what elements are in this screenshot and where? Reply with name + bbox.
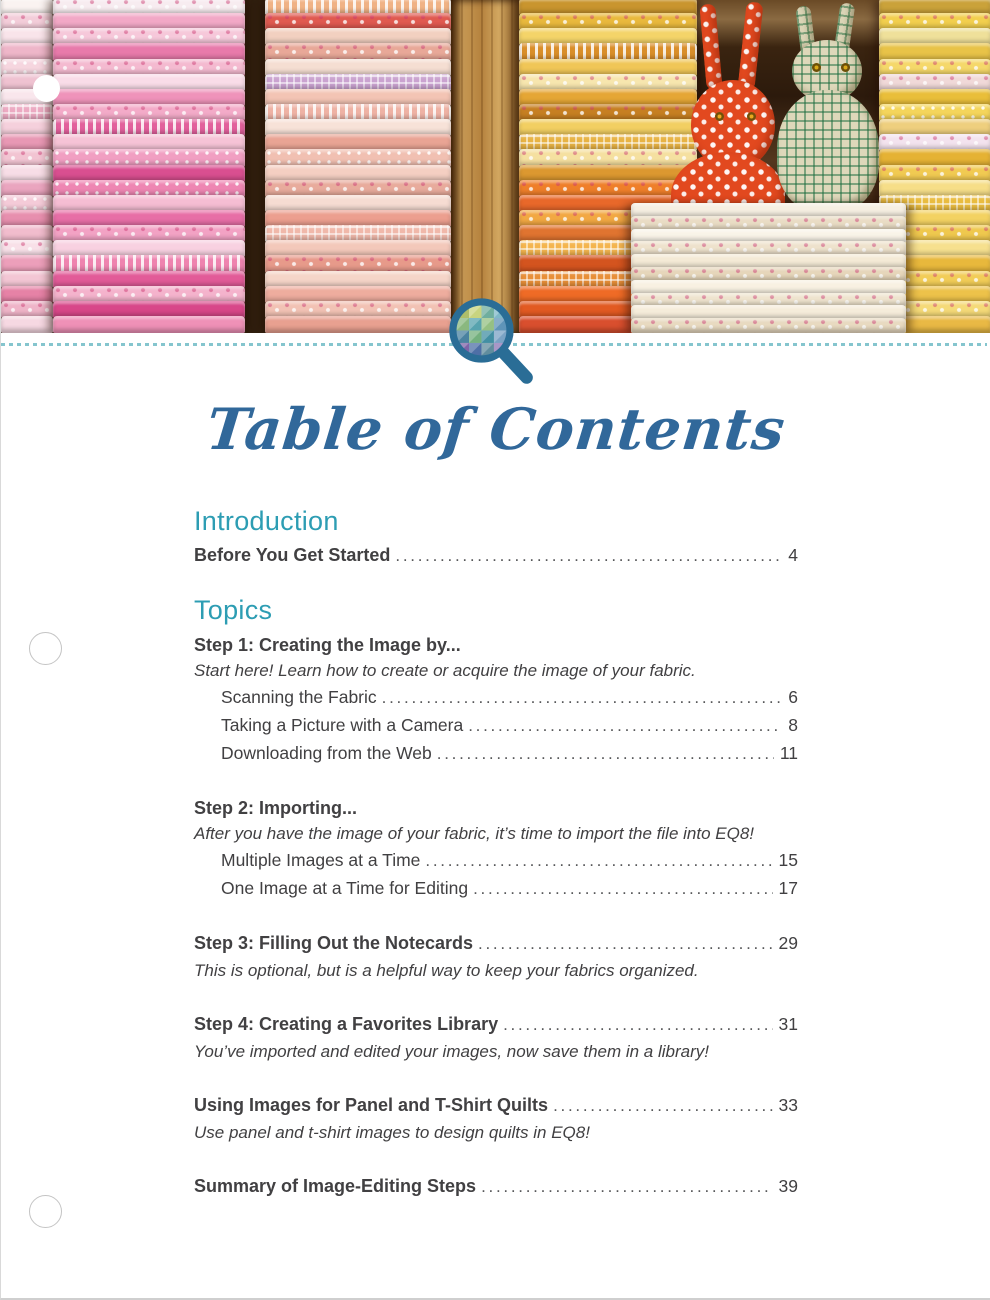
fabric-shelf-photo <box>1 0 990 333</box>
fabric-strip <box>1 255 53 272</box>
toc-entry[interactable] <box>194 1173 798 1201</box>
toc-entry-page: 8 <box>788 715 798 735</box>
toc-entry-label: One Image at a Time for Editing <box>221 878 469 898</box>
toc-entry[interactable] <box>194 542 798 570</box>
hole-punch <box>33 75 60 102</box>
fabric-strip <box>631 318 906 333</box>
toc-group-desc: You’ve imported and edited your images, now save them in a library! <box>194 1042 709 1061</box>
toc-group <box>194 632 798 768</box>
fabric-strip <box>519 43 697 60</box>
bunny-eye <box>812 63 821 72</box>
toc-entry-page: 33 <box>778 1095 798 1115</box>
dot-leader <box>425 848 772 875</box>
fabric-strip <box>265 316 451 333</box>
dot-leader <box>503 1012 772 1039</box>
toc-group <box>194 1011 798 1065</box>
fabric-strip <box>879 43 990 60</box>
toc-group-desc: Use panel and t-shirt images to design quilts in EQ8! <box>194 1123 590 1142</box>
fabric-strip <box>265 255 451 272</box>
toc-entry-label: Scanning the Fabric <box>221 687 377 707</box>
toc-entry-page: 29 <box>778 933 798 953</box>
bunny-body <box>777 90 879 212</box>
dot-leader <box>468 713 782 740</box>
toc-entry-page: 4 <box>788 545 798 565</box>
toc-entry-page: 11 <box>779 743 798 763</box>
toc-entry-page: 39 <box>778 1176 798 1196</box>
fabric-strip <box>53 316 245 333</box>
toc-entry[interactable] <box>194 930 798 958</box>
toc-group <box>194 1173 798 1201</box>
toc-entry[interactable] <box>194 740 798 768</box>
toc-entry[interactable] <box>194 847 798 875</box>
fabric-strip <box>879 149 990 166</box>
fabric-strip <box>1 43 53 60</box>
section-heading-introduction: Introduction <box>194 506 339 536</box>
toc-group <box>194 795 798 903</box>
toc-group-title-label: Step 2: Importing... <box>194 798 358 818</box>
patchwork-magnifier-icon <box>445 294 541 390</box>
hole-punch <box>29 632 62 665</box>
toc-entry[interactable] <box>194 875 798 903</box>
fabric-strip <box>519 149 697 166</box>
toc-entry-label: Multiple Images at a Time <box>221 850 421 870</box>
section-heading-topics: Topics <box>194 595 273 625</box>
bunny-eye <box>715 112 724 121</box>
toc-entry[interactable] <box>194 1011 798 1039</box>
toc-entry-page: 17 <box>778 878 798 898</box>
fabric-stack-salmon <box>265 0 451 333</box>
dot-leader <box>395 543 782 570</box>
dot-leader <box>553 1093 772 1120</box>
dot-leader <box>478 931 773 958</box>
toc-entry[interactable] <box>194 712 798 740</box>
bunny-eye <box>747 112 756 121</box>
toc-group-title <box>194 795 798 821</box>
toc-group <box>194 930 798 984</box>
dot-leader <box>437 741 774 768</box>
toc-entry-page: 15 <box>778 850 798 870</box>
toc-entry-label: Before You Get Started <box>194 545 391 565</box>
dot-leader <box>481 1174 772 1201</box>
toc-entry-page: 6 <box>788 687 798 707</box>
fabric-strip <box>1 149 53 166</box>
fabric-stack-cream <box>631 205 906 333</box>
toc-entry-label: Taking a Picture with a Camera <box>221 715 464 735</box>
toc-entry-page: 31 <box>778 1014 798 1034</box>
dot-leader <box>473 876 772 903</box>
toc-group <box>194 1092 798 1146</box>
fabric-strip <box>1 316 53 333</box>
fabric-strip <box>265 43 451 60</box>
toc-entry-label: Step 3: Filling Out the Notecards <box>194 933 474 953</box>
toc-group-title-label: Step 1: Creating the Image by... <box>194 635 461 655</box>
toc-entry-label: Summary of Image-Editing Steps <box>194 1176 477 1196</box>
toc-entry-label: Using Images for Panel and T-Shirt Quilts <box>194 1095 549 1115</box>
hole-punch <box>29 1195 62 1228</box>
toc-entry[interactable] <box>194 684 798 712</box>
wooden-shelf-divider <box>451 0 519 333</box>
dot-leader <box>382 685 783 712</box>
toc-entry[interactable] <box>194 1092 798 1120</box>
toc-entry-label: Downloading from the Web <box>221 743 432 763</box>
fabric-stack-pale-pink <box>1 0 53 333</box>
toc-group-desc: This is optional, but is a helpful way to keep your fabrics organized. <box>194 961 699 980</box>
toc-content <box>194 505 798 1201</box>
fabric-stack-pink <box>53 0 245 333</box>
fabric-strip <box>53 255 245 272</box>
bunny-eye <box>841 63 850 72</box>
fabric-strip <box>53 149 245 166</box>
toc-entry-label: Step 4: Creating a Favorites Library <box>194 1014 499 1034</box>
page-title: Table of Contents <box>203 396 789 463</box>
toc-group-title <box>194 632 798 658</box>
fabric-strip <box>265 149 451 166</box>
fabric-strip <box>53 43 245 60</box>
toc-group-desc: Start here! Learn how to create or acquire the image of your fabric. <box>194 661 696 680</box>
toc-group-desc: After you have the image of your fabric, it’s time to import the file into EQ8! <box>194 824 755 843</box>
